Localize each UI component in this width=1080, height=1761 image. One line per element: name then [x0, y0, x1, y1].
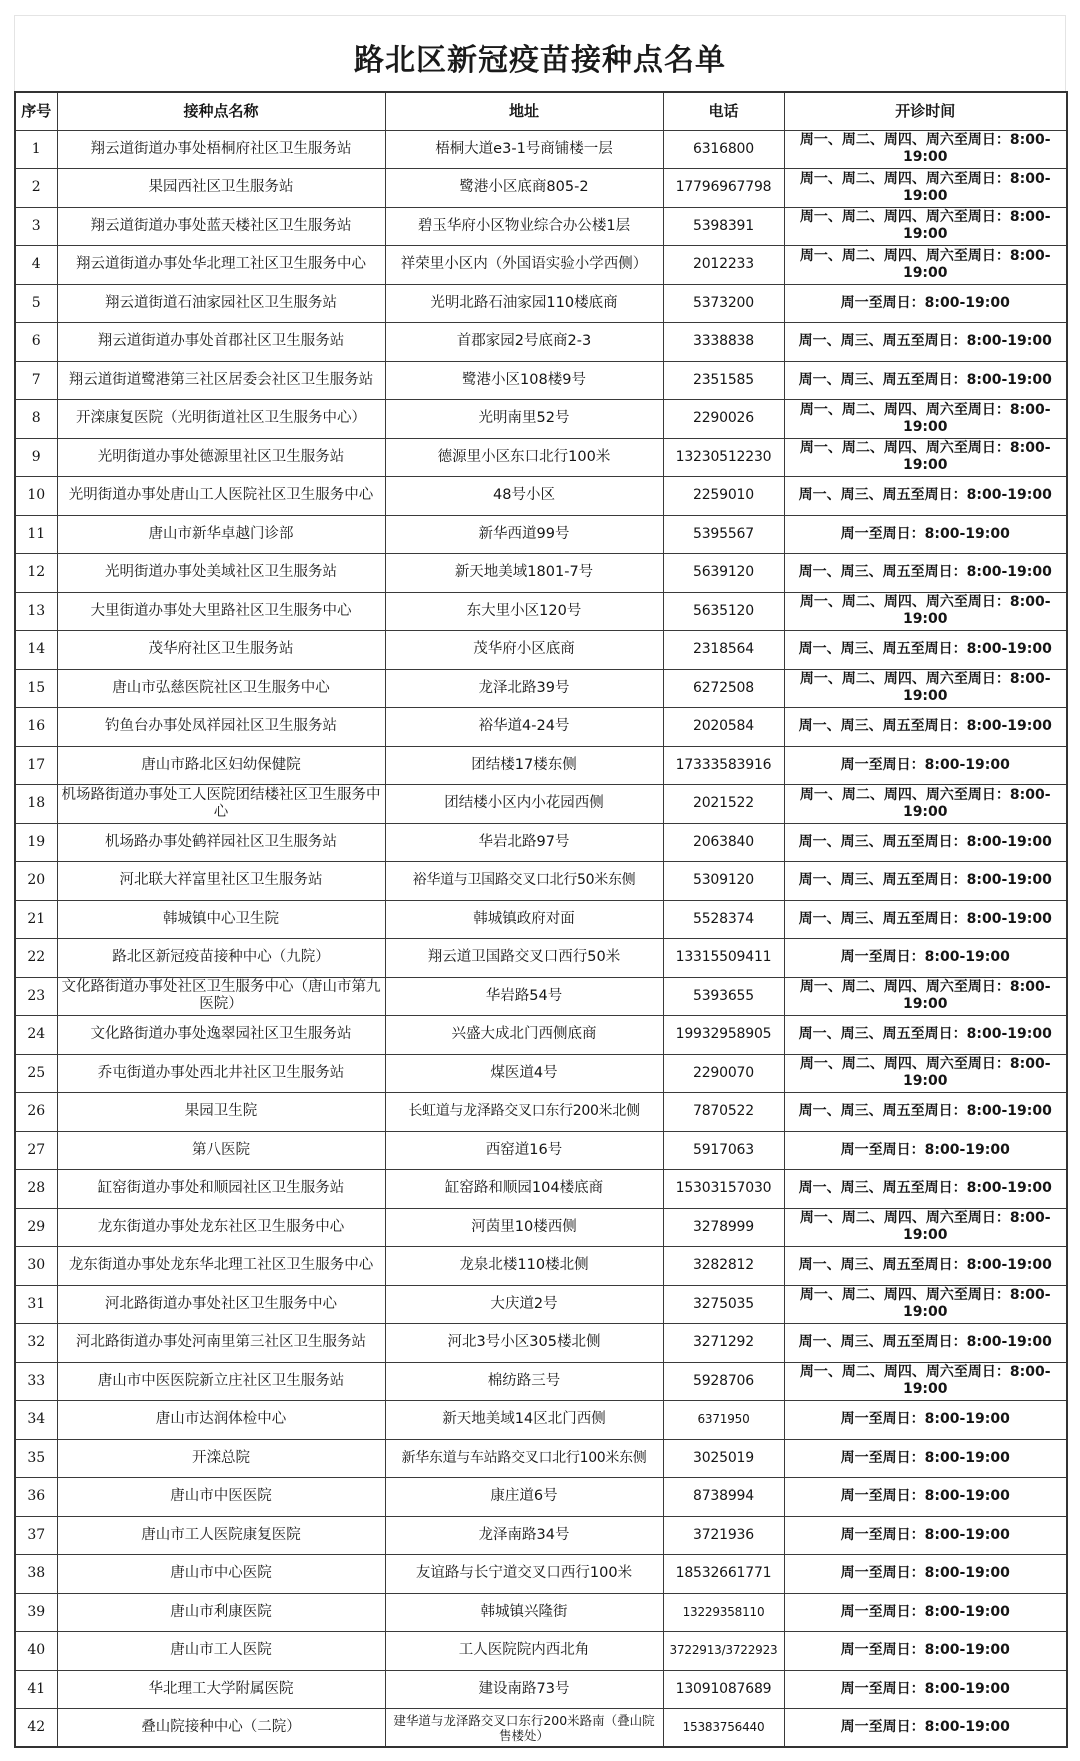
table-row [15, 477, 1067, 516]
phone-cell: 13230512230 [663, 438, 784, 477]
site-name-cell: 唐山市中医医院新立庄社区卫生服务站 [57, 1362, 385, 1401]
hours-cell: 周一、周三、周五至周日：8:00-19:00 [784, 708, 1067, 747]
phone-cell: 19932958905 [663, 1016, 784, 1055]
phone-cell: 15383756440 [663, 1709, 784, 1748]
hours-cell: 周一至周日：8:00-19:00 [784, 1555, 1067, 1594]
address-cell: 新华东道与车站路交叉口北行100米东侧 [385, 1439, 663, 1478]
address-cell: 煤医道4号 [385, 1054, 663, 1093]
site-name-cell: 华北理工大学附属医院 [57, 1670, 385, 1709]
phone-cell: 2063840 [663, 823, 784, 862]
hours-cell: 周一、周二、周四、周六至周日：8:00-19:00 [784, 400, 1067, 439]
table-row [15, 1478, 1067, 1517]
site-name-cell: 河北联大祥富里社区卫生服务站 [57, 862, 385, 901]
address-cell: 碧玉华府小区物业综合办公楼1层 [385, 207, 663, 246]
hours-cell: 周一至周日：8:00-19:00 [784, 515, 1067, 554]
table-row [15, 1401, 1067, 1440]
hours-cell: 周一、周三、周五至周日：8:00-19:00 [784, 554, 1067, 593]
row-number-cell: 17 [15, 746, 57, 785]
hours-cell: 周一至周日：8:00-19:00 [784, 284, 1067, 323]
row-number-cell: 11 [15, 515, 57, 554]
row-number-cell: 3 [15, 207, 57, 246]
address-cell: 48号小区 [385, 477, 663, 516]
hours-cell: 周一、周二、周四、周六至周日：8:00-19:00 [784, 207, 1067, 246]
hours-cell: 周一、周二、周四、周六至周日：8:00-19:00 [784, 1362, 1067, 1401]
phone-cell: 6272508 [663, 669, 784, 708]
phone-cell: 2351585 [663, 361, 784, 400]
phone-cell: 2012233 [663, 246, 784, 285]
site-name-cell: 唐山市达润体检中心 [57, 1401, 385, 1440]
address-cell: 新天地美域1801-7号 [385, 554, 663, 593]
phone-cell: 2318564 [663, 631, 784, 670]
table-row [15, 361, 1067, 400]
table-row [15, 515, 1067, 554]
table-row [15, 1516, 1067, 1555]
table-row [15, 1285, 1067, 1324]
row-number-cell: 31 [15, 1285, 57, 1324]
hours-cell: 周一、周二、周四、周六至周日：8:00-19:00 [784, 1285, 1067, 1324]
address-cell: 河茵里10楼西侧 [385, 1208, 663, 1247]
hours-cell: 周一至周日：8:00-19:00 [784, 1439, 1067, 1478]
phone-cell: 3721936 [663, 1516, 784, 1555]
table-row [15, 1054, 1067, 1093]
site-name-cell: 机场路街道办事处工人医院团结楼社区卫生服务中心 [57, 785, 385, 824]
row-number-cell: 10 [15, 477, 57, 516]
hours-cell: 周一、周三、周五至周日：8:00-19:00 [784, 862, 1067, 901]
table-row [15, 284, 1067, 323]
row-number-cell: 39 [15, 1593, 57, 1632]
table-row [15, 554, 1067, 593]
site-name-cell: 果园卫生院 [57, 1093, 385, 1132]
address-cell: 新华西道99号 [385, 515, 663, 554]
phone-cell: 5928706 [663, 1362, 784, 1401]
row-number-cell: 28 [15, 1170, 57, 1209]
hours-cell: 周一至周日：8:00-19:00 [784, 746, 1067, 785]
table-body [15, 130, 1067, 1747]
row-number-cell: 25 [15, 1054, 57, 1093]
phone-cell: 5309120 [663, 862, 784, 901]
table-row [15, 1670, 1067, 1709]
table-row [15, 1362, 1067, 1401]
site-name-cell: 龙东街道办事处龙东华北理工社区卫生服务中心 [57, 1247, 385, 1286]
site-name-cell: 翔云道街道办事处梧桐府社区卫生服务站 [57, 130, 385, 169]
address-cell: 康庄道6号 [385, 1478, 663, 1517]
site-name-cell: 唐山市弘慈医院社区卫生服务中心 [57, 669, 385, 708]
hours-cell: 周一、周三、周五至周日：8:00-19:00 [784, 323, 1067, 362]
row-number-cell: 1 [15, 130, 57, 169]
hours-cell: 周一至周日：8:00-19:00 [784, 1516, 1067, 1555]
table-row [15, 1170, 1067, 1209]
address-cell: 团结楼17楼东侧 [385, 746, 663, 785]
hours-cell: 周一至周日：8:00-19:00 [784, 1670, 1067, 1709]
row-number-cell: 15 [15, 669, 57, 708]
address-cell: 韩城镇兴隆街 [385, 1593, 663, 1632]
site-name-cell: 唐山市利康医院 [57, 1593, 385, 1632]
row-number-cell: 4 [15, 246, 57, 285]
hours-cell: 周一、周三、周五至周日：8:00-19:00 [784, 1016, 1067, 1055]
phone-cell: 6316800 [663, 130, 784, 169]
site-name-cell: 开滦康复医院（光明街道社区卫生服务中心） [57, 400, 385, 439]
address-cell: 建华道与龙泽路交叉口东行200米路南（叠山院售楼处） [385, 1709, 663, 1748]
phone-cell: 15303157030 [663, 1170, 784, 1209]
row-number-cell: 14 [15, 631, 57, 670]
row-number-cell: 19 [15, 823, 57, 862]
address-cell: 翔云道卫国路交叉口西行50米 [385, 939, 663, 978]
page-title: 路北区新冠疫苗接种点名单 [354, 42, 726, 78]
address-cell: 茂华府小区底商 [385, 631, 663, 670]
row-number-cell: 21 [15, 900, 57, 939]
phone-cell: 13091087689 [663, 1670, 784, 1709]
column-header-no: 序号 [15, 92, 57, 130]
phone-cell: 13315509411 [663, 939, 784, 978]
site-name-cell: 翔云道街道鹭港第三社区居委会社区卫生服务站 [57, 361, 385, 400]
address-cell: 东大里小区120号 [385, 592, 663, 631]
phone-cell: 3282812 [663, 1247, 784, 1286]
row-number-cell: 16 [15, 708, 57, 747]
phone-cell: 2020584 [663, 708, 784, 747]
site-name-cell: 龙东街道办事处龙东社区卫生服务中心 [57, 1208, 385, 1247]
phone-cell: 18532661771 [663, 1555, 784, 1594]
row-number-cell: 22 [15, 939, 57, 978]
title-area [14, 15, 1066, 91]
hours-cell: 周一、周三、周五至周日：8:00-19:00 [784, 1170, 1067, 1209]
address-cell: 友谊路与长宁道交叉口西行100米 [385, 1555, 663, 1594]
row-number-cell: 20 [15, 862, 57, 901]
phone-cell: 5393655 [663, 977, 784, 1016]
table-row [15, 862, 1067, 901]
site-name-cell: 光明街道办事处美域社区卫生服务站 [57, 554, 385, 593]
vaccination-sites-sheet [14, 15, 1066, 1748]
hours-cell: 周一、周二、周四、周六至周日：8:00-19:00 [784, 785, 1067, 824]
table-row [15, 900, 1067, 939]
address-cell: 鹭港小区108楼9号 [385, 361, 663, 400]
vaccination-sites-table [14, 91, 1068, 1748]
table-row [15, 708, 1067, 747]
site-name-cell: 唐山市中心医院 [57, 1555, 385, 1594]
address-cell: 龙泉北楼110楼北侧 [385, 1247, 663, 1286]
site-name-cell: 河北路街道办事处河南里第三社区卫生服务站 [57, 1324, 385, 1363]
row-number-cell: 42 [15, 1709, 57, 1748]
table-row [15, 1324, 1067, 1363]
hours-cell: 周一、周二、周四、周六至周日：8:00-19:00 [784, 1208, 1067, 1247]
site-name-cell: 翔云道街道办事处华北理工社区卫生服务中心 [57, 246, 385, 285]
table-row [15, 169, 1067, 208]
table-row [15, 1093, 1067, 1132]
address-cell: 韩城镇政府对面 [385, 900, 663, 939]
phone-cell: 5395567 [663, 515, 784, 554]
address-cell: 首郡家园2号底商2-3 [385, 323, 663, 362]
site-name-cell: 乔屯街道办事处西北井社区卫生服务站 [57, 1054, 385, 1093]
phone-cell: 3271292 [663, 1324, 784, 1363]
hours-cell: 周一、周二、周四、周六至周日：8:00-19:00 [784, 592, 1067, 631]
row-number-cell: 38 [15, 1555, 57, 1594]
phone-cell: 17333583916 [663, 746, 784, 785]
phone-cell: 5398391 [663, 207, 784, 246]
hours-cell: 周一、周三、周五至周日：8:00-19:00 [784, 823, 1067, 862]
table-row [15, 823, 1067, 862]
table-row [15, 1632, 1067, 1671]
row-number-cell: 5 [15, 284, 57, 323]
phone-cell: 5639120 [663, 554, 784, 593]
phone-cell: 13229358110 [663, 1593, 784, 1632]
row-number-cell: 32 [15, 1324, 57, 1363]
row-number-cell: 9 [15, 438, 57, 477]
site-name-cell: 唐山市工人医院康复医院 [57, 1516, 385, 1555]
table-row [15, 746, 1067, 785]
row-number-cell: 18 [15, 785, 57, 824]
hours-cell: 周一至周日：8:00-19:00 [784, 1632, 1067, 1671]
row-number-cell: 33 [15, 1362, 57, 1401]
hours-cell: 周一、周二、周四、周六至周日：8:00-19:00 [784, 169, 1067, 208]
site-name-cell: 缸窑街道办事处和顺园社区卫生服务站 [57, 1170, 385, 1209]
hours-cell: 周一至周日：8:00-19:00 [784, 1401, 1067, 1440]
site-name-cell: 唐山市新华卓越门诊部 [57, 515, 385, 554]
address-cell: 西窑道16号 [385, 1131, 663, 1170]
hours-cell: 周一、周三、周五至周日：8:00-19:00 [784, 631, 1067, 670]
address-cell: 大庆道2号 [385, 1285, 663, 1324]
address-cell: 棉纺路三号 [385, 1362, 663, 1401]
hours-cell: 周一、周三、周五至周日：8:00-19:00 [784, 900, 1067, 939]
phone-cell: 5373200 [663, 284, 784, 323]
hours-cell: 周一、周三、周五至周日：8:00-19:00 [784, 477, 1067, 516]
hours-cell: 周一、周三、周五至周日：8:00-19:00 [784, 1093, 1067, 1132]
row-number-cell: 23 [15, 977, 57, 1016]
site-name-cell: 翔云道街道办事处首郡社区卫生服务站 [57, 323, 385, 362]
table-row [15, 246, 1067, 285]
site-name-cell: 第八医院 [57, 1131, 385, 1170]
phone-cell: 3275035 [663, 1285, 784, 1324]
site-name-cell: 大里街道办事处大里路社区卫生服务中心 [57, 592, 385, 631]
site-name-cell: 光明街道办事处唐山工人医院社区卫生服务中心 [57, 477, 385, 516]
site-name-cell: 机场路办事处鹤祥园社区卫生服务站 [57, 823, 385, 862]
table-row [15, 785, 1067, 824]
column-header-hours: 开诊时间 [784, 92, 1067, 130]
address-cell: 长虹道与龙泽路交叉口东行200米北侧 [385, 1093, 663, 1132]
address-cell: 光明南里52号 [385, 400, 663, 439]
address-cell: 团结楼小区内小花园西侧 [385, 785, 663, 824]
address-cell: 河北3号小区305楼北侧 [385, 1324, 663, 1363]
row-number-cell: 13 [15, 592, 57, 631]
address-cell: 德源里小区东口北行100米 [385, 438, 663, 477]
site-name-cell: 文化路街道办事处社区卫生服务中心（唐山市第九医院） [57, 977, 385, 1016]
table-row [15, 1555, 1067, 1594]
address-cell: 龙泽南路34号 [385, 1516, 663, 1555]
table-row [15, 1131, 1067, 1170]
site-name-cell: 翔云道街道石油家园社区卫生服务站 [57, 284, 385, 323]
address-cell: 兴盛大成北门西侧底商 [385, 1016, 663, 1055]
column-header-address: 地址 [385, 92, 663, 130]
phone-cell: 3025019 [663, 1439, 784, 1478]
address-cell: 鹭港小区底商805-2 [385, 169, 663, 208]
phone-cell: 17796967798 [663, 169, 784, 208]
site-name-cell: 河北路街道办事处社区卫生服务中心 [57, 1285, 385, 1324]
phone-cell: 5528374 [663, 900, 784, 939]
hours-cell: 周一、周三、周五至周日：8:00-19:00 [784, 1324, 1067, 1363]
row-number-cell: 26 [15, 1093, 57, 1132]
address-cell: 裕华道4-24号 [385, 708, 663, 747]
site-name-cell: 唐山市中医医院 [57, 1478, 385, 1517]
hours-cell: 周一、周二、周四、周六至周日：8:00-19:00 [784, 130, 1067, 169]
site-name-cell: 路北区新冠疫苗接种中心（九院） [57, 939, 385, 978]
hours-cell: 周一、周二、周四、周六至周日：8:00-19:00 [784, 1054, 1067, 1093]
site-name-cell: 茂华府社区卫生服务站 [57, 631, 385, 670]
hours-cell: 周一、周二、周四、周六至周日：8:00-19:00 [784, 669, 1067, 708]
table-row [15, 1016, 1067, 1055]
site-name-cell: 光明街道办事处德源里社区卫生服务站 [57, 438, 385, 477]
table-row [15, 323, 1067, 362]
address-cell: 梧桐大道e3-1号商铺楼一层 [385, 130, 663, 169]
hours-cell: 周一至周日：8:00-19:00 [784, 1593, 1067, 1632]
column-header-name: 接种点名称 [57, 92, 385, 130]
row-number-cell: 29 [15, 1208, 57, 1247]
address-cell: 祥荣里小区内（外国语实验小学西侧） [385, 246, 663, 285]
hours-cell: 周一至周日：8:00-19:00 [784, 939, 1067, 978]
row-number-cell: 41 [15, 1670, 57, 1709]
address-cell: 新天地美域14区北门西侧 [385, 1401, 663, 1440]
address-cell: 缸窑路和顺园104楼底商 [385, 1170, 663, 1209]
table-row [15, 939, 1067, 978]
phone-cell: 2290026 [663, 400, 784, 439]
table-row [15, 592, 1067, 631]
phone-cell: 7870522 [663, 1093, 784, 1132]
row-number-cell: 36 [15, 1478, 57, 1517]
hours-cell: 周一至周日：8:00-19:00 [784, 1478, 1067, 1517]
site-name-cell: 开滦总院 [57, 1439, 385, 1478]
hours-cell: 周一、周二、周四、周六至周日：8:00-19:00 [784, 438, 1067, 477]
address-cell: 华岩北路97号 [385, 823, 663, 862]
row-number-cell: 6 [15, 323, 57, 362]
row-number-cell: 40 [15, 1632, 57, 1671]
table-row [15, 669, 1067, 708]
phone-cell: 8738994 [663, 1478, 784, 1517]
address-cell: 华岩路54号 [385, 977, 663, 1016]
row-number-cell: 35 [15, 1439, 57, 1478]
address-cell: 建设南路73号 [385, 1670, 663, 1709]
phone-cell: 2259010 [663, 477, 784, 516]
table-row [15, 1593, 1067, 1632]
hours-cell: 周一至周日：8:00-19:00 [784, 1131, 1067, 1170]
table-row [15, 207, 1067, 246]
phone-cell: 6371950 [663, 1401, 784, 1440]
hours-cell: 周一、周二、周四、周六至周日：8:00-19:00 [784, 977, 1067, 1016]
phone-cell: 5635120 [663, 592, 784, 631]
table-row [15, 1709, 1067, 1748]
row-number-cell: 2 [15, 169, 57, 208]
row-number-cell: 34 [15, 1401, 57, 1440]
row-number-cell: 12 [15, 554, 57, 593]
table-row [15, 631, 1067, 670]
address-cell: 龙泽北路39号 [385, 669, 663, 708]
row-number-cell: 30 [15, 1247, 57, 1286]
site-name-cell: 叠山院接种中心（二院） [57, 1709, 385, 1748]
site-name-cell: 翔云道街道办事处蓝天楼社区卫生服务站 [57, 207, 385, 246]
site-name-cell: 钓鱼台办事处凤祥园社区卫生服务站 [57, 708, 385, 747]
phone-cell: 2290070 [663, 1054, 784, 1093]
table-row [15, 1247, 1067, 1286]
hours-cell: 周一至周日：8:00-19:00 [784, 1709, 1067, 1748]
site-name-cell: 唐山市路北区妇幼保健院 [57, 746, 385, 785]
row-number-cell: 37 [15, 1516, 57, 1555]
address-cell: 工人医院院内西北角 [385, 1632, 663, 1671]
column-header-phone: 电话 [663, 92, 784, 130]
phone-cell: 2021522 [663, 785, 784, 824]
hours-cell: 周一、周三、周五至周日：8:00-19:00 [784, 1247, 1067, 1286]
site-name-cell: 文化路街道办事处逸翠园社区卫生服务站 [57, 1016, 385, 1055]
site-name-cell: 唐山市工人医院 [57, 1632, 385, 1671]
hours-cell: 周一、周三、周五至周日：8:00-19:00 [784, 361, 1067, 400]
site-name-cell: 韩城镇中心卫生院 [57, 900, 385, 939]
table-row [15, 977, 1067, 1016]
table-header-row [15, 92, 1067, 130]
phone-cell: 3722913/3722923 [663, 1632, 784, 1671]
phone-cell: 3278999 [663, 1208, 784, 1247]
address-cell: 裕华道与卫国路交叉口北行50米东侧 [385, 862, 663, 901]
address-cell: 光明北路石油家园110楼底商 [385, 284, 663, 323]
row-number-cell: 8 [15, 400, 57, 439]
table-row [15, 130, 1067, 169]
table-row [15, 438, 1067, 477]
row-number-cell: 27 [15, 1131, 57, 1170]
table-row [15, 1439, 1067, 1478]
site-name-cell: 果园西社区卫生服务站 [57, 169, 385, 208]
row-number-cell: 7 [15, 361, 57, 400]
row-number-cell: 24 [15, 1016, 57, 1055]
table-row [15, 400, 1067, 439]
table-row [15, 1208, 1067, 1247]
hours-cell: 周一、周二、周四、周六至周日：8:00-19:00 [784, 246, 1067, 285]
phone-cell: 5917063 [663, 1131, 784, 1170]
phone-cell: 3338838 [663, 323, 784, 362]
